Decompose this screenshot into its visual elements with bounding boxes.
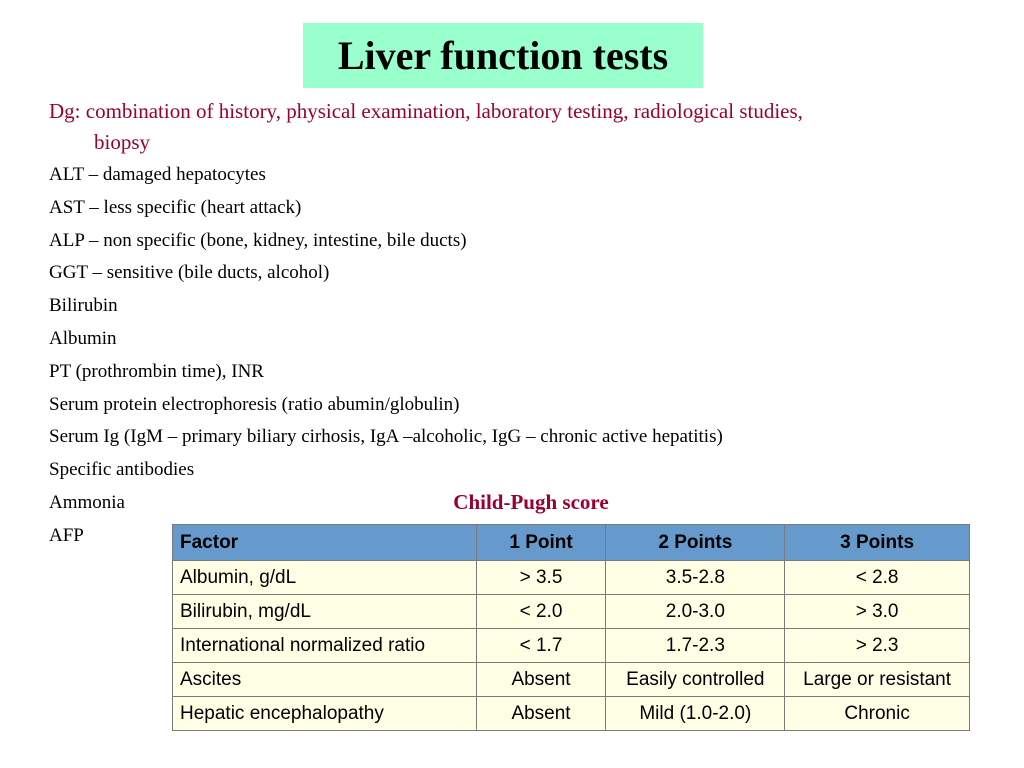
list-item: Ammonia: [49, 492, 125, 513]
list-item: PT (prothrombin time), INR: [49, 361, 264, 382]
table-cell: Albumin, g/dL: [173, 561, 477, 595]
table-cell: 1.7-2.3: [606, 629, 785, 663]
table-cell: Ascites: [173, 663, 477, 697]
list-item: ALT – damaged hepatocytes: [49, 164, 266, 185]
table-row: [173, 663, 970, 697]
table-cell: Large or resistant: [785, 663, 970, 697]
header-cell: Factor: [173, 525, 477, 561]
header-cell: 1 Point: [476, 525, 606, 561]
list-item: Serum protein electrophoresis (ratio abumin/globulin): [49, 394, 460, 415]
table-cell: Chronic: [785, 697, 970, 731]
child-pugh-table: [172, 524, 970, 731]
table-header-row: [173, 525, 970, 561]
list-item: ALP – non specific (bone, kidney, intestine, bile ducts): [49, 230, 467, 251]
table-cell: Absent: [476, 663, 606, 697]
child-pugh-title: Child-Pugh score: [453, 490, 609, 514]
table-cell: > 3.5: [476, 561, 606, 595]
table-cell: > 2.3: [785, 629, 970, 663]
table-cell: < 2.0: [476, 595, 606, 629]
table-cell: Absent: [476, 697, 606, 731]
table-cell: Hepatic encephalopathy: [173, 697, 477, 731]
table-row: [173, 629, 970, 663]
table-cell: Mild (1.0-2.0): [606, 697, 785, 731]
table-cell: < 1.7: [476, 629, 606, 663]
table-cell: 2.0-3.0: [606, 595, 785, 629]
title-box: [303, 23, 703, 88]
table-cell: 3.5-2.8: [606, 561, 785, 595]
table-cell: Bilirubin, mg/dL: [173, 595, 477, 629]
list-item: GGT – sensitive (bile ducts, alcohol): [49, 262, 330, 283]
diagnosis-text: [49, 96, 989, 158]
slide-title: Liver function tests: [337, 33, 669, 78]
list-item: Serum Ig (IgM – primary biliary cirhosis, IgA –alcoholic, IgG – chronic active hepatitis): [49, 426, 723, 447]
header-cell: 3 Points: [785, 525, 970, 561]
table-cell: > 3.0: [785, 595, 970, 629]
table-row: [173, 595, 970, 629]
table-cell: International normalized ratio: [173, 629, 477, 663]
diagnosis-line-2: biopsy: [94, 130, 151, 154]
table-row: [173, 561, 970, 595]
diagnosis-line-1: Dg: combination of history, physical examination, laboratory testing, radiological studies,: [49, 99, 803, 123]
table-cell: < 2.8: [785, 561, 970, 595]
list-item: Specific antibodies: [49, 459, 195, 480]
list-item: AFP: [49, 525, 84, 546]
table-cell: Easily controlled: [606, 663, 785, 697]
table-row: [173, 697, 970, 731]
list-item: AST – less specific (heart attack): [49, 197, 302, 218]
list-item: Bilirubin: [49, 295, 118, 316]
header-cell: 2 Points: [606, 525, 785, 561]
list-item: Albumin: [49, 328, 117, 349]
